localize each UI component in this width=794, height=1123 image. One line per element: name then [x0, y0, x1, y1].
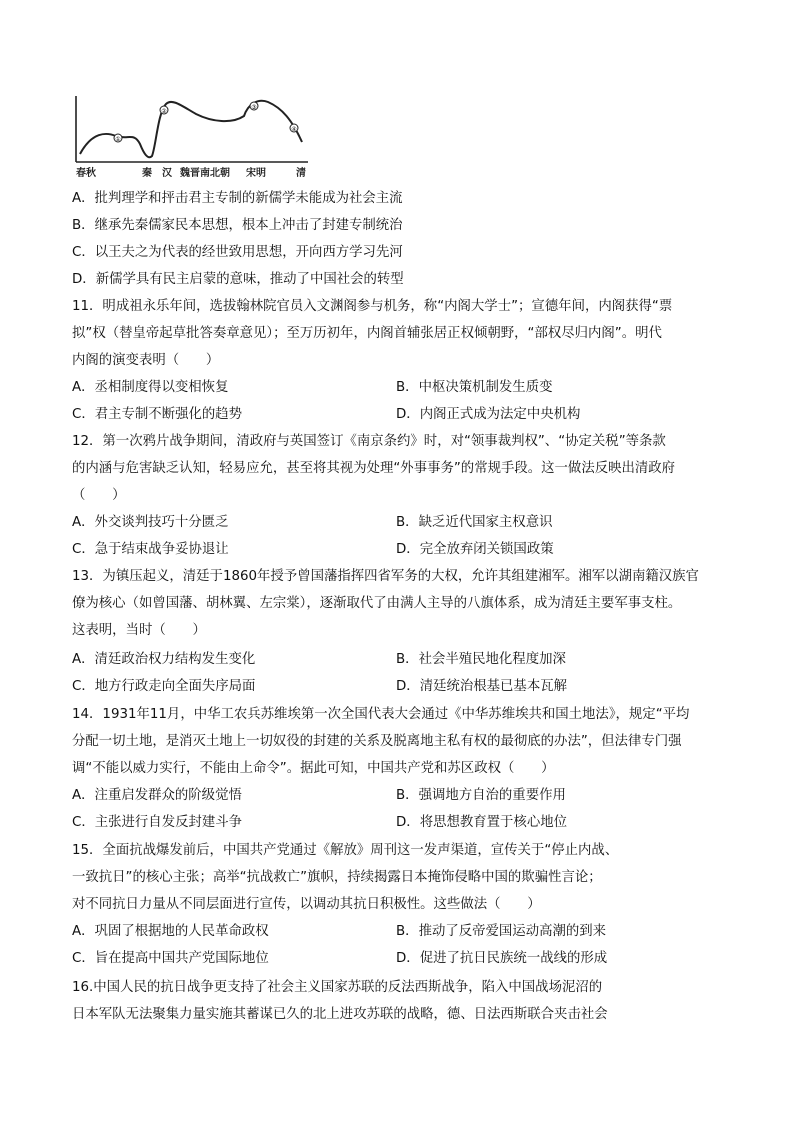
q10-option-a[interactable]: A．批判理学和抨击君主专制的新儒学未能成为社会主流	[72, 191, 403, 206]
q16-stem-line: 日本军队无法聚集力量实施其蓄谋已久的北上进攻苏联的战略，德、日法西斯联合夹击社会	[72, 1007, 608, 1022]
svg-text:②: ②	[161, 108, 167, 115]
q15-option-d[interactable]: D．促进了抗日民族统一战线的形成	[396, 951, 608, 966]
q14-stem-line: 14．1931年11月，中华工农兵苏维埃第一次全国代表大会通过《中华苏维埃共和国土地法》，规定“平均	[72, 707, 690, 722]
q12-stem-line: 的内涵与危害缺乏认知，轻易应允，甚至将其视为处理“外事事务”的常规手段。这一做法反映出清政府	[72, 461, 676, 476]
q14-option-c[interactable]: C．主张进行自发反封建斗争	[72, 815, 243, 830]
q12-stem-line: 12．第一次鸦片战争期间，清政府与英国签订《南京条约》时，对“领事裁判权”、“协定关税”等条款	[72, 434, 666, 449]
q11-option-a[interactable]: A．丞相制度得以变相恢复	[72, 380, 229, 395]
q11-stem-line: 拟”权（替皇帝起草批答奏章意见）；至万历初年，内阁首辅张居正权倾朝野，“部权尽归内阁”。明代	[72, 326, 662, 341]
q11-stem-line: 11．明成祖永乐年间，选拔翰林院官员入文渊阁参与机务，称“内阁大学士”；宣德年间，内阁获得“票	[72, 299, 673, 314]
q10-option-c[interactable]: C．以王夫之为代表的经世致用思想，开向西方学习先河	[72, 245, 403, 260]
q13-option-b[interactable]: B．社会半殖民地化程度加深	[396, 652, 566, 667]
figure-point-2	[160, 106, 168, 115]
q15-stem-line: 15．全面抗战爆发前后，中国共产党通过《解放》周刊这一发声渠道，宣传关于“停止内战、	[72, 843, 619, 858]
xaxis-label: 清	[296, 168, 306, 179]
svg-text:③: ③	[251, 104, 257, 111]
xaxis-label: 秦	[142, 168, 152, 179]
xaxis-label: 汉	[162, 168, 172, 179]
q11-option-d[interactable]: D．内阁正式成为法定中央机构	[396, 407, 581, 422]
q14-option-d[interactable]: D．将思想教育置于核心地位	[396, 815, 567, 830]
q13-stem-line: 僚为核心（如曾国藩、胡林翼、左宗棠），逐渐取代了由满人主导的八旗体系，成为清廷主要军事支柱。	[72, 596, 682, 611]
q12-option-d[interactable]: D．完全放弃闭关锁国政策	[396, 542, 554, 557]
q10-option-d[interactable]: D．新儒学具有民主启蒙的意味，推动了中国社会的转型	[72, 272, 404, 287]
figure-curve	[80, 101, 302, 157]
q15-option-a[interactable]: A．巩固了根据地的人民革命政权	[72, 924, 269, 939]
q14-stem-line: 调“不能以威力实行，不能由上命令”。据此可知，中国共产党和苏区政权（ ）	[72, 761, 555, 776]
q11-option-b[interactable]: B．中枢决策机制发生质变	[396, 380, 553, 395]
q12-stem-line: （ ）	[72, 488, 126, 503]
q10-option-b[interactable]: B．继承先秦儒家民本思想，根本上冲击了封建专制统治	[72, 218, 403, 233]
xaxis-label: 春秋	[76, 168, 96, 179]
q12-option-c[interactable]: C．急于结束战争妥协退让	[72, 542, 229, 557]
q13-option-a[interactable]: A．清廷政治权力结构发生变化	[72, 652, 256, 667]
q14-stem-line: 分配一切土地，是消灭土地上一切奴役的封建的关系及脱离地主私有权的最彻底的办法”，但法律专门强	[72, 734, 682, 749]
q16-stem-line: 16.中国人民的抗日战争更支持了社会主义国家苏联的反法西斯战争，陷入中国战场泥沼的	[72, 980, 603, 995]
q12-option-a[interactable]: A．外交谈判技巧十分匮乏	[72, 515, 229, 530]
q14-option-a[interactable]: A．注重启发群众的阶级觉悟	[72, 788, 242, 803]
q11-stem-line: 内阁的演变表明（ ）	[72, 353, 220, 368]
xaxis-label: 魏晋南北朝	[180, 168, 230, 179]
q15-stem-line: 对不同抗日力量从不同层面进行宣传，以调动其抗日积极性。这些做法（ ）	[72, 897, 541, 912]
q11-option-c[interactable]: C．君主专制不断强化的趋势	[72, 407, 243, 422]
xaxis-label: 宋明	[246, 168, 266, 179]
svg-text:④: ④	[291, 126, 297, 133]
q13-stem-line: 13．为镇压起义，清廷于1860年授予曾国藩指挥四省军务的大权，允许其组建湘军。湘军以湖南籍汉族官	[72, 569, 699, 584]
q13-option-c[interactable]: C．地方行政走向全面失序局面	[72, 679, 256, 694]
figure-point-1	[114, 134, 122, 143]
trend-curve-figure	[72, 92, 312, 180]
q12-option-b[interactable]: B．缺乏近代国家主权意识	[396, 515, 553, 530]
q15-stem-line: 一致抗日”的核心主张；高举“抗战救亡”旗帜，持续揭露日本掩饰侵略中国的欺骗性言论；	[72, 870, 602, 885]
q15-option-b[interactable]: B．推动了反帝爱国运动高潮的到来	[396, 924, 607, 939]
svg-text:①: ①	[115, 136, 121, 143]
q13-stem-line: 这表明，当时（ ）	[72, 623, 206, 638]
q14-option-b[interactable]: B．强调地方自治的重要作用	[396, 788, 566, 803]
figure-point-3	[250, 102, 258, 111]
q15-option-c[interactable]: C．旨在提高中国共产党国际地位	[72, 951, 269, 966]
q13-option-d[interactable]: D．清廷统治根基已基本瓦解	[396, 679, 567, 694]
